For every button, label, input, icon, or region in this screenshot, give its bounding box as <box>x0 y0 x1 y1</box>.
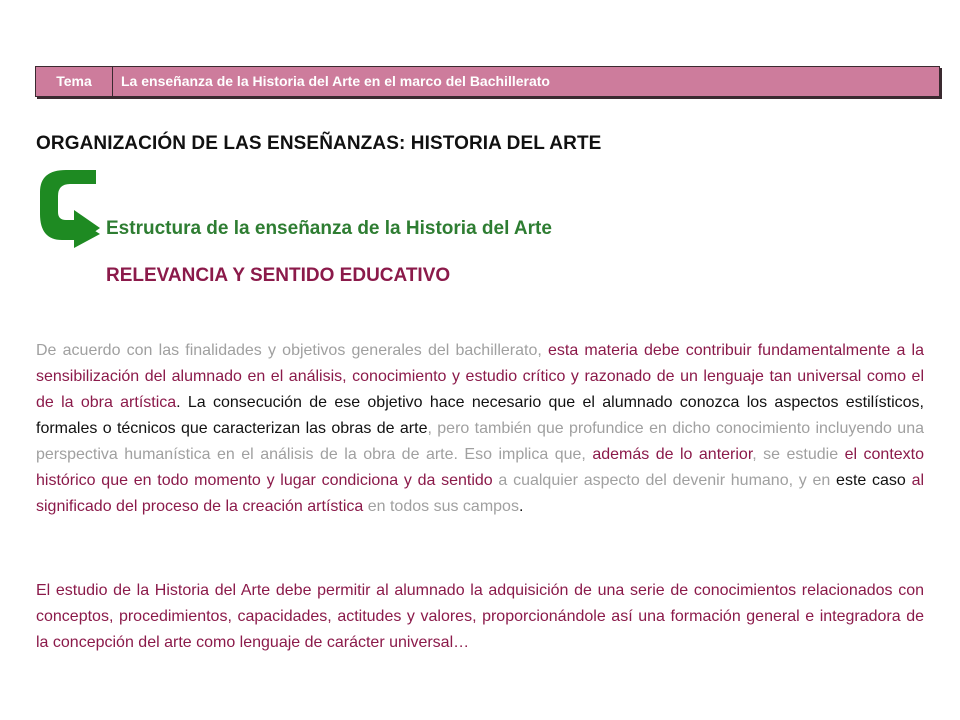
section-heading: RELEVANCIA Y SENTIDO EDUCATIVO <box>106 265 451 286</box>
paragraph-1-segment: a cualquier aspecto del devenir humano, y en <box>492 472 837 489</box>
page-title: ORGANIZACIÓN DE LAS ENSEÑANZAS: HISTORIA DEL ARTE <box>36 133 602 154</box>
paragraph-1-segment: , pero también que profundice en dicho conocimiento incluyendo una perspectiva humanística en el análisis de la obra de arte. Eso implica que, <box>36 420 925 463</box>
paragraph-1-segment: este caso <box>836 472 912 489</box>
topic-label: Tema <box>36 67 113 96</box>
paragraph-1 <box>36 338 924 520</box>
paragraph-1-segment: en todos sus campos <box>363 498 519 515</box>
paragraph-1-segment: además de lo anterior <box>592 446 753 463</box>
topic-title: La enseñanza de la Historia del Arte en el marco del Bachillerato <box>121 73 550 89</box>
paragraph-1-segment: . La consecución de ese objetivo hace necesario que el alumnado conozca los aspectos estilísticos, formales o técnicos que caracterizan las obras de arte <box>36 394 925 437</box>
paragraph-1-segment: , se estudie <box>752 446 845 463</box>
paragraph-2: El estudio de la Historia del Arte debe permitir al alumnado la adquisición de una serie de conocimientos relacionados con conceptos, procedimientos, capacidades, actitudes y valores, proporcionándole así una formación general e integradora de la concepción del arte como lenguaje de carácter universal… <box>36 582 924 651</box>
paragraph-1-segment: esta materia debe contribuir fundamentalmente a la sensibilización del alumnado en el análisis, conocimiento y estudio crítico y razonado de un lenguaje tan universal como el de la obra artística <box>36 342 925 411</box>
section-subtitle: Estructura de la enseñanza de la Historia del Arte <box>106 218 552 239</box>
paragraph-1-segment: el contexto histórico que en todo momento y lugar condiciona y da sentido <box>36 446 925 489</box>
paragraph-1-segment: De acuerdo con las finalidades y objetivos generales del bachillerato, <box>36 342 548 359</box>
topic-header <box>35 66 940 97</box>
paragraph-1-segment: al significado del proceso de la creación artística <box>36 472 925 515</box>
curved-arrow-icon <box>40 170 102 248</box>
paragraph-1-segment: . <box>518 498 524 515</box>
